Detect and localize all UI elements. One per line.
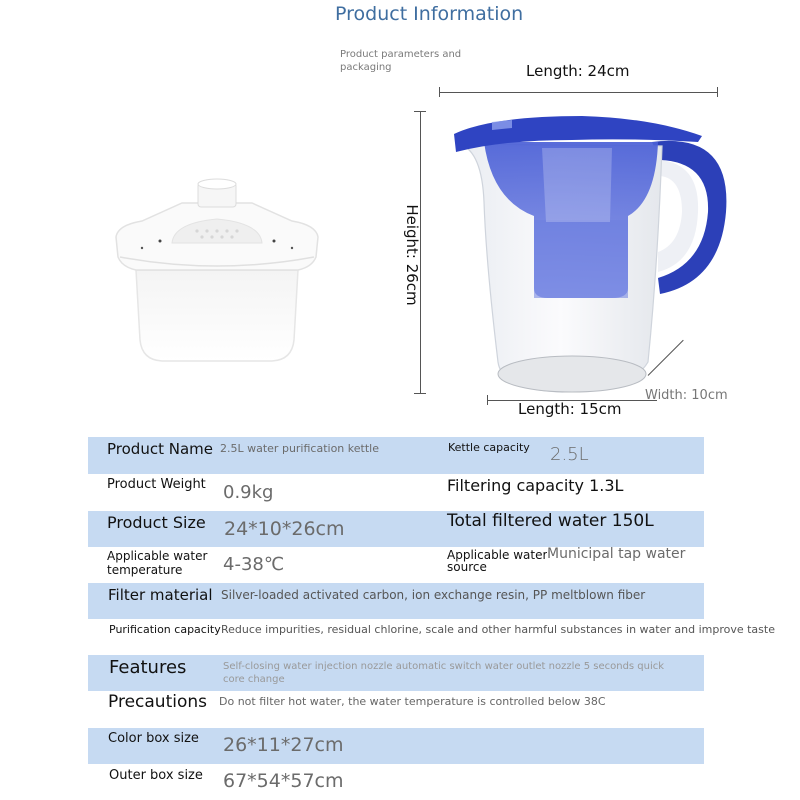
water-temperature-label [107,549,207,577]
page-title: Product Information [335,3,524,25]
filter-cartridge-icon [112,175,322,365]
filter-material-value: Silver-loaded activated carbon, ion exchange resin, PP meltblown fiber [221,588,646,602]
water-temperature-label-line1: Applicable water [107,549,208,563]
outer-box-size-value: 67*54*57cm [223,770,344,792]
purification-capacity-value: Reduce impurities, residual chlorine, scale and other harmful substances in water and improve taste [221,623,775,636]
outer-box-size-label: Outer box size [109,768,203,783]
product-weight-label: Product Weight [107,477,206,492]
bottom-length-label: Length: 15cm [518,400,622,418]
product-name-value: 2.5L water purification kettle [220,442,379,455]
precautions-label: Precautions [108,692,207,712]
width-label: Width: 10cm [645,388,728,403]
water-temperature-label-line2: temperature [107,563,183,577]
water-source-label-line1: Applicable water [447,549,547,562]
height-tick-top [414,111,426,112]
kettle-capacity-value: 2.5L [550,444,589,465]
kettle-capacity-label: Kettle capacity [448,441,530,454]
water-source-label-line2: source [447,560,487,573]
water-temperature-value: 4-38℃ [223,554,285,575]
purification-capacity-label: Purification capacity [109,623,221,636]
precautions-value: Do not filter hot water, the water temperature is controlled below 38C [219,695,606,708]
water-source-value: Municipal tap water [547,546,686,562]
top-length-label: Length: 24cm [526,62,630,80]
color-box-size-value: 26*11*27cm [223,734,344,756]
water-pitcher-icon [452,112,732,398]
total-filtered-water-label: Total filtered water 150L [447,511,654,531]
product-size-value: 24*10*26cm [224,518,345,540]
product-name-label: Product Name [107,440,213,458]
top-length-tick-left [439,87,440,97]
filtering-capacity-label: Filtering capacity 1.3L [447,476,624,495]
height-label: Height: 26cm [403,204,421,306]
product-size-label: Product Size [107,513,206,532]
filter-cartridge-image [112,175,322,365]
water-pitcher-image [452,112,732,398]
color-box-size-label: Color box size [108,731,199,746]
features-label: Features [109,657,187,678]
page-subtitle: Product parameters and packaging [340,49,462,73]
height-tick-bottom [414,393,426,394]
product-weight-value: 0.9kg [223,482,274,503]
features-value [223,660,664,686]
features-value-line2: core change [223,674,285,685]
top-length-line [439,92,718,93]
features-value-line1: Self-closing water injection nozzle automatic switch water outlet nozzle 5 seconds quick [223,661,665,672]
top-length-tick-right [717,87,718,97]
water-source-label [447,549,547,573]
filter-material-label: Filter material [108,586,213,604]
